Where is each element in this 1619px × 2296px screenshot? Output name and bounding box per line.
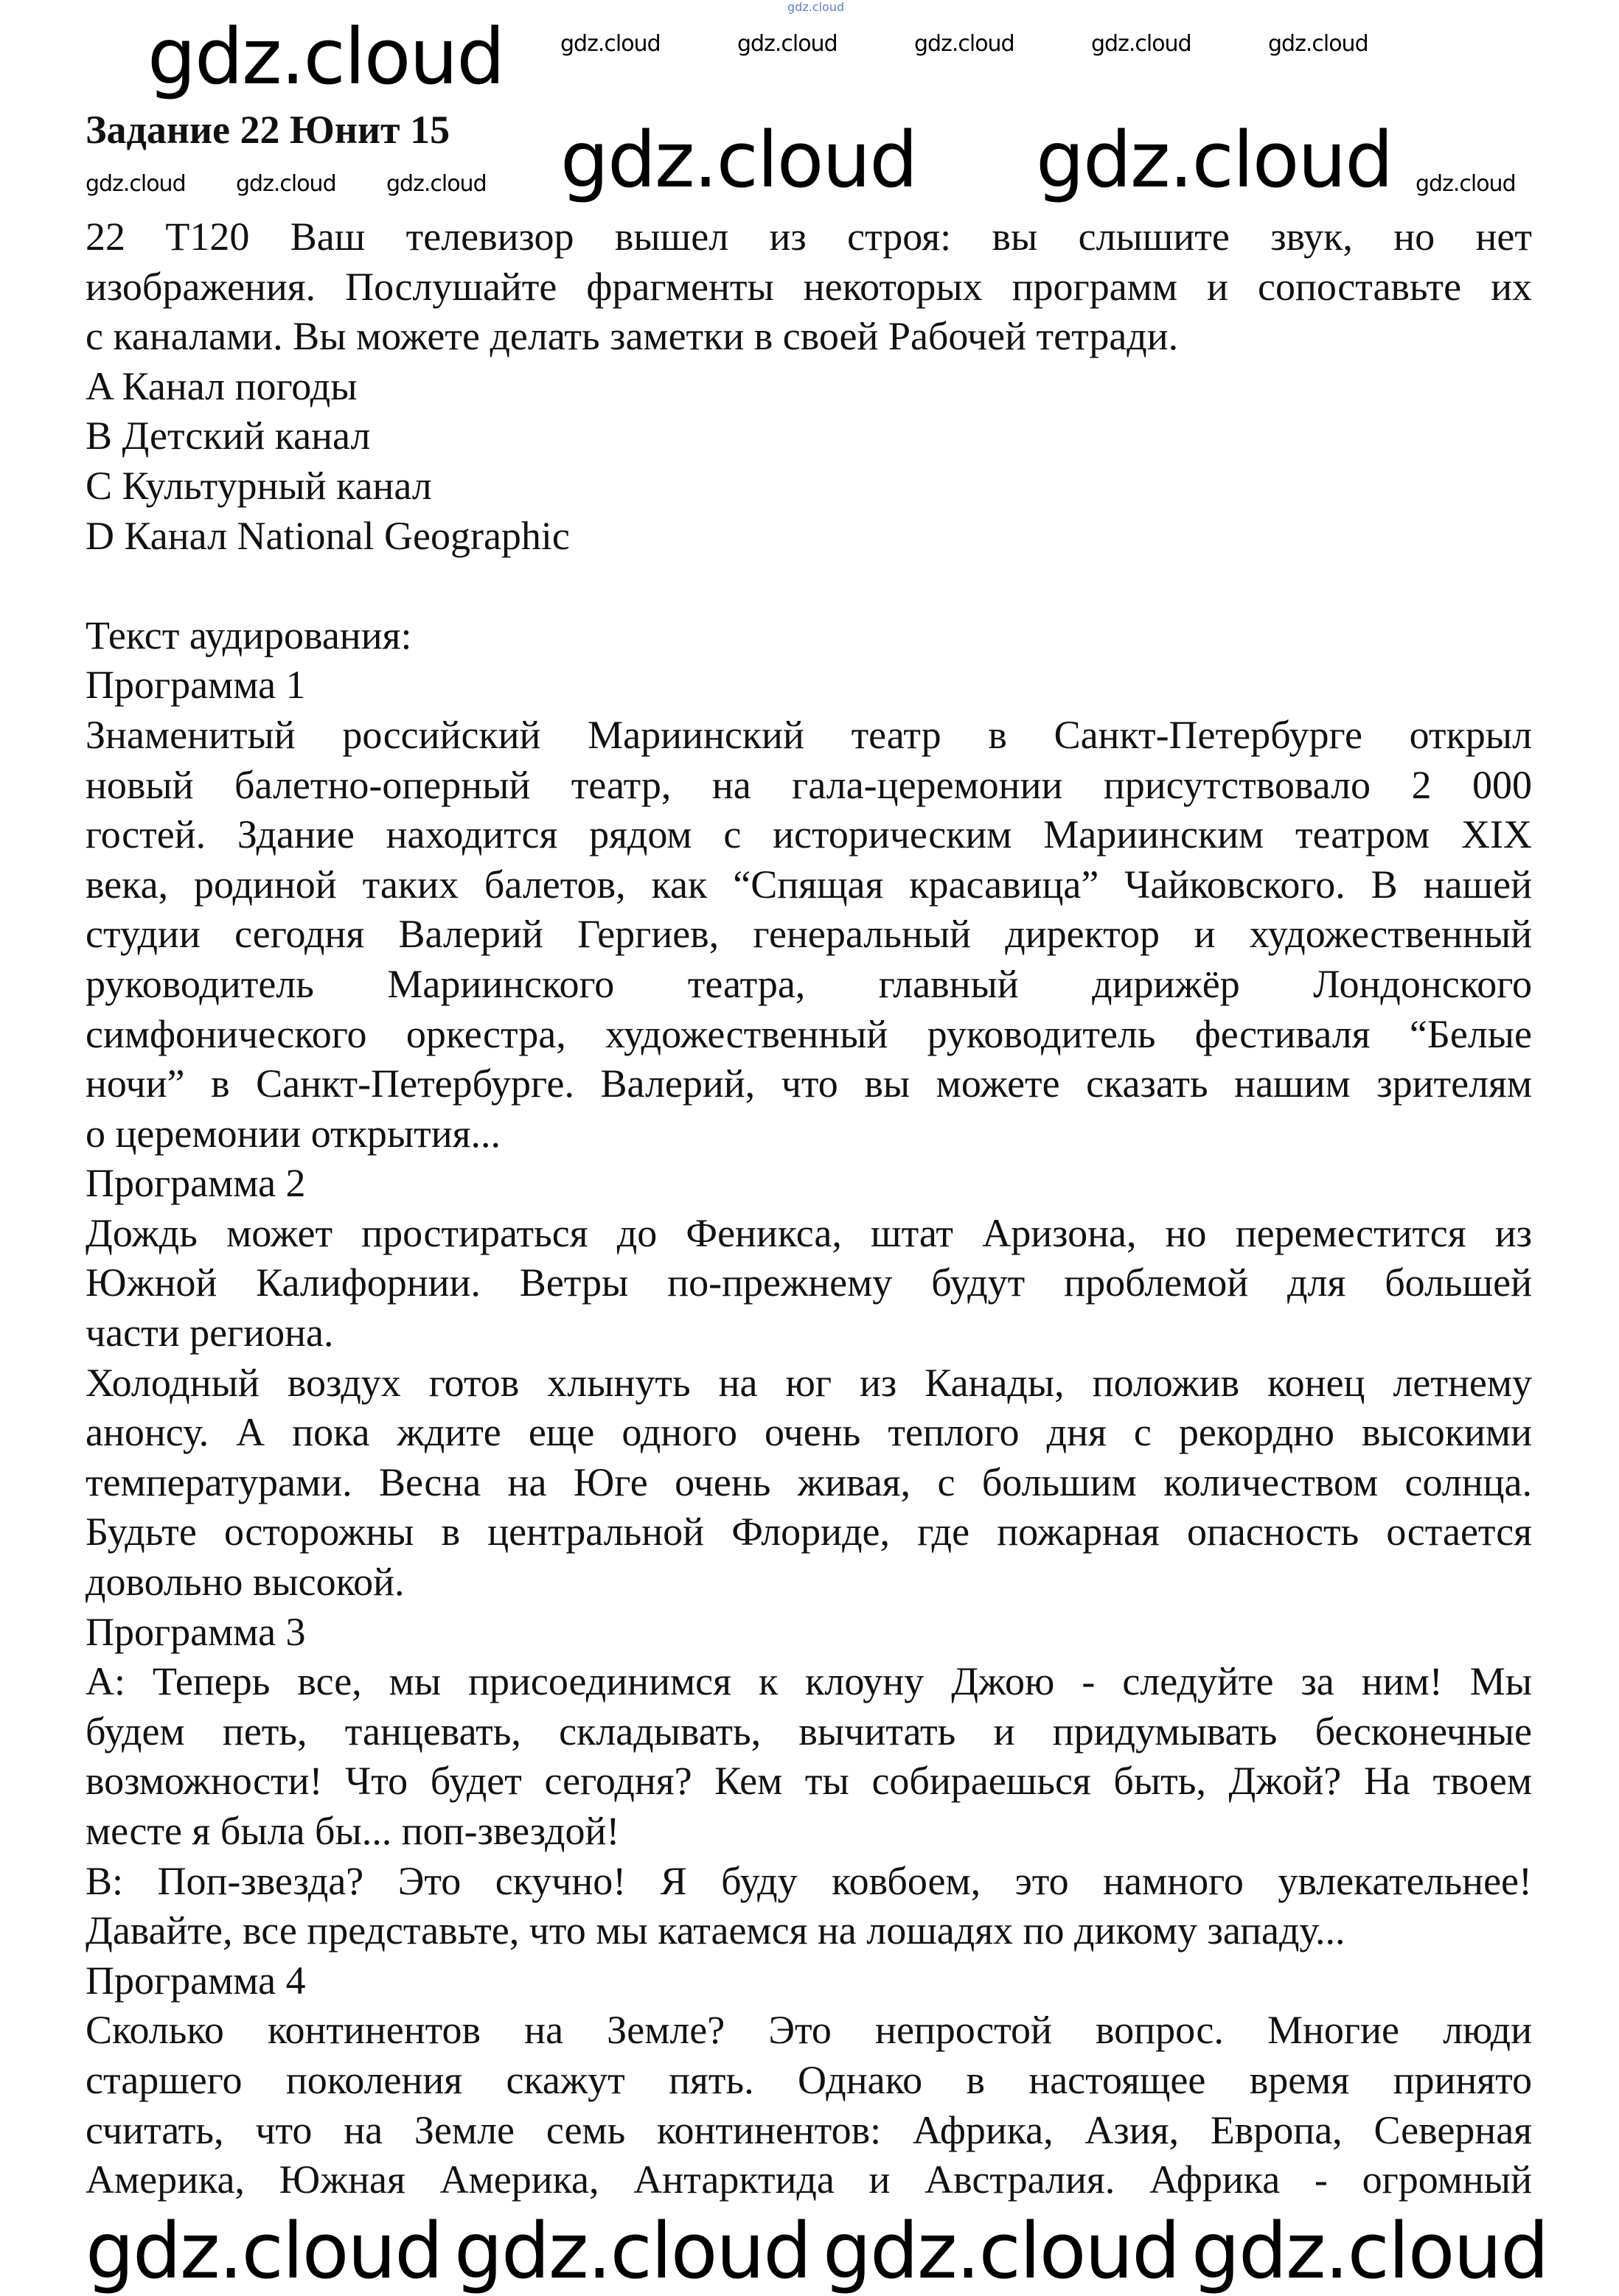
watermark: gdz.cloud — [1191, 2206, 1548, 2296]
watermark: gdz.cloud — [147, 12, 504, 102]
text-line: Программа 1 — [86, 663, 306, 708]
text-line: о церемонии открытия... — [86, 1111, 501, 1156]
text-line: температурами. Весна на Юге очень живая, с большим количеством солнца. — [86, 1459, 1532, 1504]
text-line: части региона. — [86, 1311, 334, 1355]
text-line: Знаменитый российский Мариинский театр в Санкт-Петербурге открыл — [86, 712, 1532, 757]
text-line: Программа 4 — [86, 1958, 306, 2003]
watermark: gdz.cloud — [386, 171, 487, 197]
text-line: Программа 3 — [86, 1609, 306, 1654]
watermark: gdz.cloud — [86, 2206, 442, 2296]
text-line: считать, что на Земле семь континентов: Африка, Азия, Европа, Северная — [86, 2107, 1532, 2152]
watermark: gdz.cloud — [560, 115, 917, 205]
text-line: новый балетно-оперный театр, на гала-церемонии присутствовало 2 000 — [86, 762, 1532, 807]
text-line: Текст аудирования: — [86, 613, 412, 657]
text-line: C Культурный канал — [86, 463, 432, 508]
watermark: gdz.cloud — [1036, 115, 1393, 205]
watermark: gdz.cloud — [454, 2206, 811, 2296]
watermark: gdz.cloud — [86, 171, 186, 197]
text-line: Южной Калифорнии. Ветры по-прежнему будут проблемой для большей — [86, 1260, 1532, 1305]
text-line: месте я была бы... поп-звездой! — [86, 1809, 620, 1853]
text-line: возможности! Что будет сегодня? Кем ты собираешься быть, Джой? На твоем — [86, 1759, 1532, 1804]
text-line: B: Поп-звезда? Это скучно! Я буду ковбоем, это намного увлекательнее! — [86, 1858, 1532, 1903]
text-line: с каналами. Вы можете делать заметки в своей Рабочей тетради. — [86, 314, 1179, 359]
text-line: изображения. Послушайте фрагменты некоторых программ и сопоставьте их — [86, 264, 1532, 309]
text-line: Дождь может простираться до Феникса, штат Аризона, но переместится из — [86, 1210, 1532, 1255]
watermark: gdz.cloud — [1091, 31, 1191, 57]
watermark: gdz.cloud — [787, 0, 845, 14]
text-line: старшего поколения скажут пять. Однако в настоящее время принято — [86, 2057, 1532, 2102]
page-title: Задание 22 Юнит 15 — [86, 108, 450, 152]
text-line: A: Теперь все, мы присоединимся к клоуну Джою - следуйте за ним! Мы — [86, 1659, 1532, 1704]
watermark: gdz.cloud — [560, 31, 661, 57]
text-line: Будьте осторожны в центральной Флориде, где пожарная опасность остается — [86, 1510, 1532, 1554]
text-line: A Канал погоды — [86, 363, 358, 408]
document-body — [86, 212, 1532, 2205]
watermark: gdz.cloud — [1268, 31, 1368, 57]
watermark: gdz.cloud — [914, 31, 1014, 57]
watermark: gdz.cloud — [737, 31, 838, 57]
text-line: Программа 2 — [86, 1161, 306, 1206]
text-line: руководитель Мариинского театра, главный дирижёр Лондонского — [86, 961, 1532, 1006]
text-line: века, родиной таких балетов, как “Спящая красавица” Чайковского. В нашей — [86, 862, 1532, 907]
text-line: Америка, Южная Америка, Антарктида и Австралия. Африка - огромный — [86, 2157, 1532, 2202]
text-line: будем петь, танцевать, складывать, вычитать и придумывать бесконечные — [86, 1709, 1532, 1754]
text-line: гостей. Здание находится рядом с историческим Мариинским театром XIX — [86, 812, 1532, 857]
blank-line — [86, 561, 1532, 611]
text-line: 22 T120 Ваш телевизор вышел из строя: вы слышите звук, но нет — [86, 214, 1532, 259]
watermark: gdz.cloud — [823, 2206, 1180, 2296]
text-line: довольно высокой. — [86, 1560, 405, 1605]
text-line: анонсу. А пока ждите еще одного очень теплого дня с рекордно высокими — [86, 1410, 1532, 1455]
text-line: Давайте, все представьте, что мы катаемся на лошадях по дикому западу... — [86, 1908, 1345, 1953]
text-line: студии сегодня Валерий Гергиев, генеральный директор и художественный — [86, 912, 1532, 957]
text-line: Холодный воздух готов хлынуть на юг из Канады, положив конец летнему — [86, 1360, 1532, 1405]
watermark: gdz.cloud — [1416, 171, 1516, 197]
text-line: Сколько континентов на Земле? Это непростой вопрос. Многие люди — [86, 2008, 1532, 2053]
text-line: D Канал National Geographic — [86, 513, 570, 558]
text-line: ночи” в Санкт-Петербурге. Валерий, что вы можете сказать нашим зрителям — [86, 1061, 1532, 1106]
text-line: симфонического оркестра, художественный руководитель фестиваля “Белые — [86, 1011, 1532, 1056]
text-line: B Детский канал — [86, 414, 371, 458]
watermark: gdz.cloud — [236, 171, 336, 197]
